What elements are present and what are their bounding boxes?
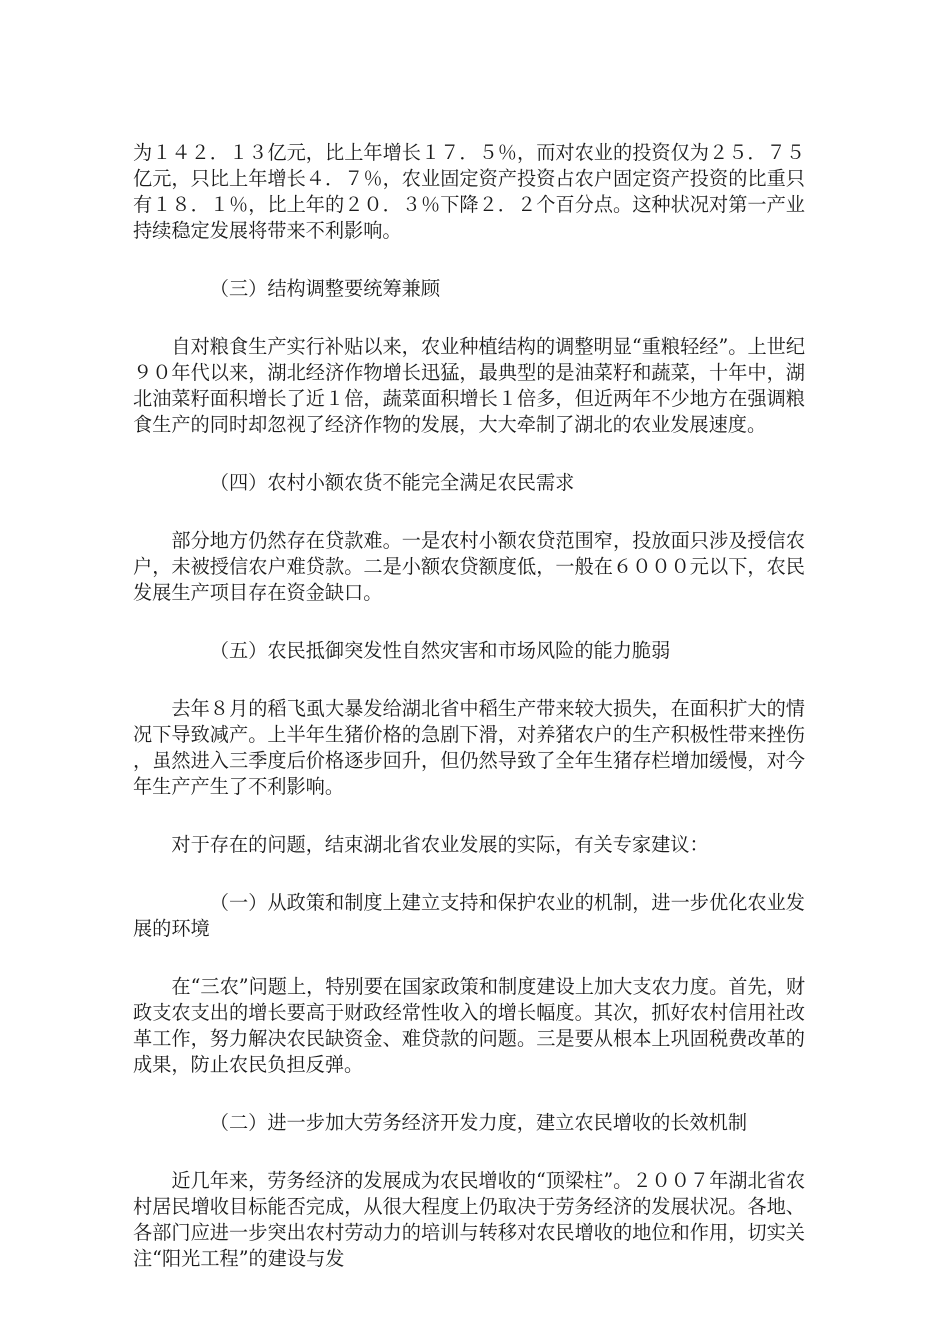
heading-policy-mechanism: （一）从政策和制度上建立支持和保护农业的机制，进一步优化农业发展的环境 <box>133 891 805 940</box>
paragraph-planting-structure: 自对粮食生产实行补贴以来，农业种植结构的调整明显“重粮轻经”。上世纪９０年代以来，湖北经济作物增长迅猛，最典型的是油菜籽和蔬菜，十年中，湖北油菜籽面积增长了近１倍，蔬菜面积增长１倍多，但近两年不少地方在强调粮食生产的同时却忽视了经济作物的发展，大大牵制了湖北的农业发展速度。 <box>133 335 806 436</box>
paragraph-agricultural-support: 在“三农”问题上，特别要在国家政策和制度建设上加大支农力度。首先，财政支农支出的增长要高于财政经常性收入的增长幅度。其次，抓好农村信用社改革工作，努力解决农民缺资金、难贷款的问题。三是要从根本上巩固税费改革的成果，防止农民负担反弹。 <box>133 975 806 1076</box>
document-page <box>133 140 805 1304</box>
heading-labor-economy: （二）进一步加大劳务经济开发力度，建立农民增收的长效机制 <box>209 1111 748 1134</box>
paragraph-expert-suggestions: 对于存在的问题，结束湖北省农业发展的实际，有关专家建议： <box>171 833 709 856</box>
heading-microcredit: （四）农村小额农货不能完全满足农民需求 <box>209 471 575 494</box>
paragraph-labor-economy: 近几年来，劳务经济的发展成为农民增收的“顶梁柱”。２００７年湖北省农村居民增收目标能否完成，从很大程度上仍取决于劳务经济的发展状况。各地、各部门应进一步突出农村劳动力的培训与转移对农民增收的地位和作用，切实关注“阳光工程”的建设与发 <box>133 1169 806 1270</box>
paragraph-investment-continued: 为１４２．１３亿元，比上年增长１７．５％，而对农业的投资仅为２５．７５亿元，只比上年增长４．７％，农业固定资产投资占农户固定资产投资的比重只有１８．１％，比上年的２０．３％下降２．２个百分点。这种状况对第一产业持续稳定发展将带来不利影响。 <box>133 141 805 242</box>
heading-structure-adjustment: （三）结构调整要统筹兼顾 <box>209 277 441 300</box>
paragraph-disaster-market-risk: 去年８月的稻飞虱大暴发给湖北省中稻生产带来较大损失，在面积扩大的情况下导致减产。上半年生猪价格的急剧下滑，对养猪农户的生产积极性带来挫伤，虽然进入三季度后价格逐步回升，但仍然导致了全年生猪存栏增加缓慢，对今年生产产生了不利影响。 <box>133 697 805 798</box>
paragraph-loan-difficulty: 部分地方仍然存在贷款难。一是农村小额农贷范围窄，投放面只涉及授信农户，未被授信农户难贷款。二是小额农贷额度低，一般在６０００元以下，农民发展生产项目存在资金缺口。 <box>133 529 805 604</box>
heading-risk-resistance: （五）农民抵御突发性自然灾害和市场风险的能力脆弱 <box>209 639 671 662</box>
